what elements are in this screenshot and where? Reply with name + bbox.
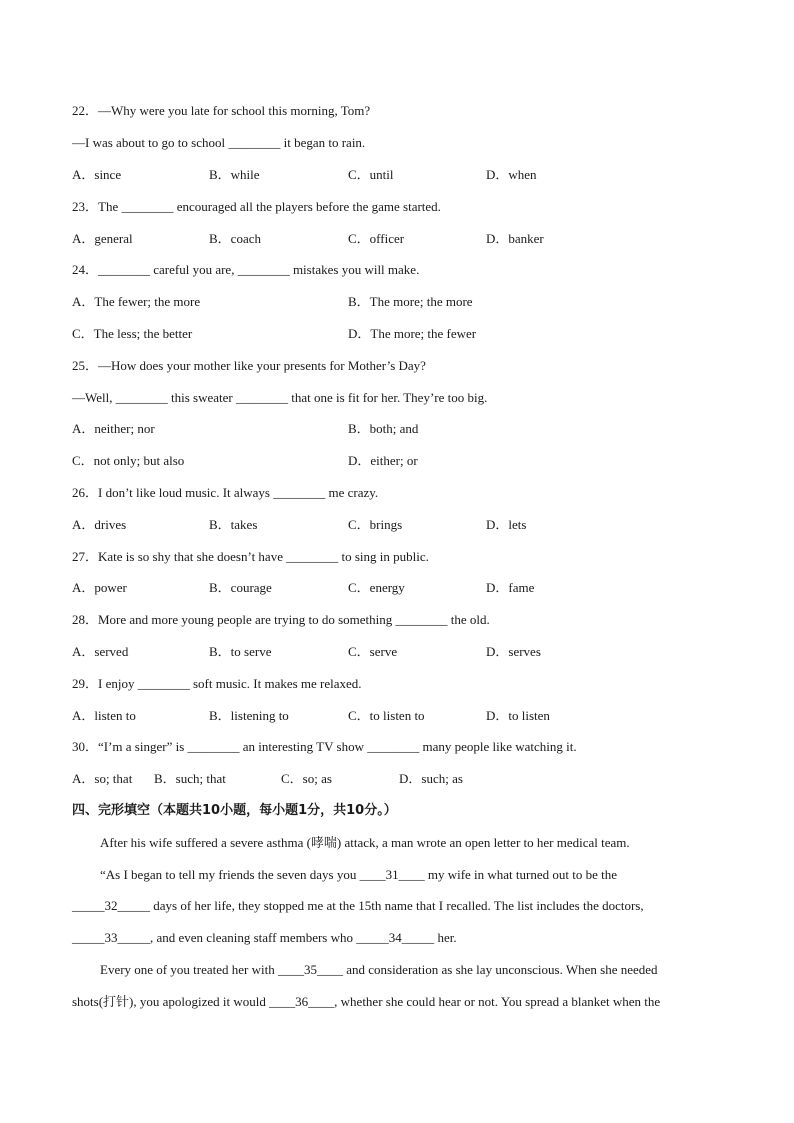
q23-option-d[interactable]: D．banker (486, 231, 544, 246)
q28-option-a[interactable]: A．served (72, 644, 129, 659)
q22-option-c[interactable]: C．until (348, 167, 394, 182)
q26-option-c[interactable]: C．brings (348, 517, 403, 532)
q26-option-d[interactable]: D．lets (486, 517, 527, 532)
q28-option-d[interactable]: D．serves (486, 644, 541, 659)
passage-text: and consideration as she lay unconscious. When she needed (342, 962, 658, 977)
q22-option-d[interactable]: D．when (486, 167, 537, 182)
q24-option-d[interactable]: D．The more; the fewer (348, 326, 477, 341)
q26-option-b[interactable]: B．takes (209, 517, 258, 532)
q24-option-b[interactable]: B．The more; the more (348, 294, 473, 309)
q27-stem: 27．Kate is so shy that she doesn’t have ________ to sing in public. (72, 549, 429, 564)
passage-line-4 (72, 930, 457, 946)
q22-stem: 22．—Why were you late for school this morning, Tom? (72, 103, 371, 118)
q27-option-a[interactable]: A．power (72, 580, 127, 595)
q30-stem: 30．“I’m a singer” is ________ an interesting TV show ________ many people like watching it. (72, 739, 577, 754)
passage-text: “As I began to tell my friends the seven days you (100, 867, 360, 882)
q27-option-d[interactable]: D．fame (486, 580, 535, 595)
q23-option-a[interactable]: A．general (72, 231, 133, 246)
q25-stem-2: —Well, ________ this sweater ________ that one is fit for her. They’re too big. (72, 390, 488, 405)
passage-line-5 (100, 962, 658, 978)
passage-paragraph-1: After his wife suffered a severe asthma (哮喘) attack, a man wrote an open letter to her medical team. (100, 835, 630, 850)
blank-33[interactable]: _____33_____ (72, 930, 150, 945)
passage-text: her. (434, 930, 457, 945)
passage-line-3 (72, 898, 644, 914)
q29-option-a[interactable]: A．listen to (72, 708, 136, 723)
q30-option-a[interactable]: A．so; that (72, 771, 133, 786)
q28-stem: 28．More and more young people are trying to do something ________ the old. (72, 612, 490, 627)
q25-option-a[interactable]: A．neither; nor (72, 421, 155, 436)
blank-36[interactable]: ____36____ (269, 994, 335, 1009)
q22-option-b[interactable]: B．while (209, 167, 260, 182)
q29-option-b[interactable]: B．listening to (209, 708, 289, 723)
q25-option-c[interactable]: C．not only; but also (72, 453, 185, 468)
q26-stem: 26．I don’t like loud music. It always ________ me crazy. (72, 485, 379, 500)
q29-option-c[interactable]: C．to listen to (348, 708, 425, 723)
q25-option-b[interactable]: B．both; and (348, 421, 419, 436)
q23-option-b[interactable]: B．coach (209, 231, 261, 246)
q26-option-a[interactable]: A．drives (72, 517, 127, 532)
q24-stem: 24．________ careful you are, ________ mistakes you will make. (72, 262, 420, 277)
passage-text: my wife in what turned out to be the (424, 867, 618, 882)
q22-option-a[interactable]: A．since (72, 167, 122, 182)
blank-34[interactable]: _____34_____ (356, 930, 435, 945)
q28-option-b[interactable]: B．to serve (209, 644, 272, 659)
q27-option-b[interactable]: B．courage (209, 580, 272, 595)
q22-stem-2: —I was about to go to school ________ it began to rain. (72, 135, 366, 150)
q25-option-d[interactable]: D．either; or (348, 453, 418, 468)
q28-option-c[interactable]: C．serve (348, 644, 398, 659)
q24-option-c[interactable]: C．The less; the better (72, 326, 193, 341)
passage-text: days of her life, they stopped me at the 15th name that I recalled. The list includes the doctors, (150, 898, 644, 913)
q27-option-c[interactable]: C．energy (348, 580, 405, 595)
passage-text: , whether she could hear or not. You spread a blanket when the (334, 994, 661, 1009)
q29-option-d[interactable]: D．to listen (486, 708, 550, 723)
q30-option-b[interactable]: B．such; that (154, 771, 226, 786)
blank-35[interactable]: ____35____ (277, 962, 343, 977)
passage-line-2 (100, 867, 617, 883)
q25-stem: 25．—How does your mother like your presents for Mother’s Day? (72, 358, 426, 373)
blank-32[interactable]: _____32_____ (72, 898, 150, 913)
q23-stem: 23．The ________ encouraged all the players before the game started. (72, 199, 441, 214)
passage-text: shots(打针), you apologized it would (72, 994, 270, 1009)
q30-option-d[interactable]: D．such; as (399, 771, 463, 786)
q30-option-c[interactable]: C．so; as (281, 771, 332, 786)
passage-text: , and even cleaning staff members who (150, 930, 357, 945)
q24-option-a[interactable]: A．The fewer; the more (72, 294, 201, 309)
q23-option-c[interactable]: C．officer (348, 231, 405, 246)
passage-line-6 (72, 994, 660, 1010)
section-heading: 四、完形填空（本题共10小题，每小题1分，共10分。） (72, 803, 397, 818)
q29-stem: 29．I enjoy ________ soft music. It makes me relaxed. (72, 676, 362, 691)
blank-31[interactable]: ____31____ (359, 867, 425, 882)
passage-text: Every one of you treated her with (100, 962, 278, 977)
